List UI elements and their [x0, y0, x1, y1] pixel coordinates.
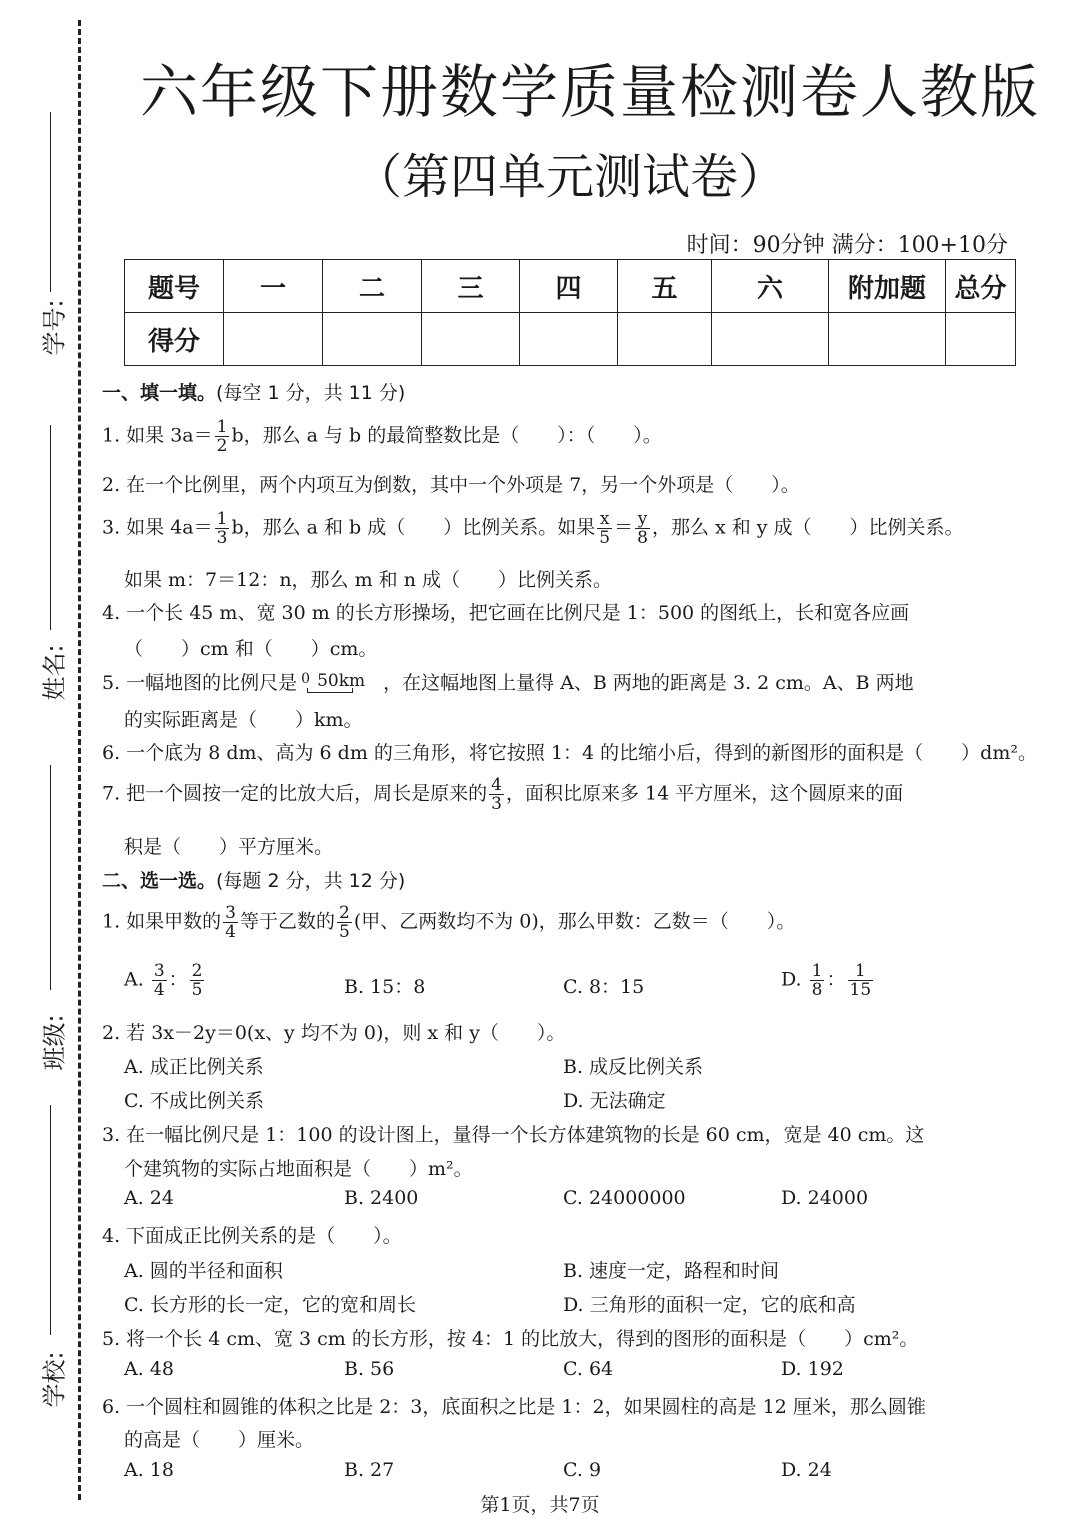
s2-q6-option-a[interactable]: A. 18 [124, 1459, 174, 1481]
s2-q1-option-a[interactable] [124, 962, 206, 999]
score-blank-cell[interactable] [422, 313, 520, 366]
fraction-denominator: 3 [216, 528, 228, 548]
fraction-denominator: 5 [599, 528, 611, 548]
s2-q1-option-d[interactable] [781, 962, 875, 999]
s1-q1-text-a: 1. 如果 3a＝ [102, 424, 213, 447]
s2-q4-option-b[interactable]: B. 速度一定，路程和时间 [563, 1260, 780, 1282]
fraction [848, 962, 874, 999]
s2-q1-text-b: 等于乙数的 [240, 910, 336, 933]
s2-q4-option-a[interactable]: A. 圆的半径和面积 [124, 1260, 283, 1282]
class-blank-line [50, 765, 51, 990]
section2-heading [102, 866, 405, 893]
fraction [635, 510, 650, 547]
s2-question-6: 6. 一个圆柱和圆锥的体积之比是 2：3，底面积之比是 1：2，如果圆柱的高是 12 厘米，那么圆锥 [102, 1396, 926, 1418]
binding-dashed-line [78, 20, 81, 1500]
scale-zero: 0 [301, 671, 311, 687]
time-info: 时间：90分钟 满分：100+10分 [686, 233, 1008, 258]
s2-q5-option-c[interactable]: C. 64 [563, 1358, 614, 1380]
fraction-numerator: 2 [191, 961, 203, 981]
fraction-numerator: x [597, 510, 612, 529]
fraction [215, 510, 230, 547]
s2-question-5: 5. 将一个长 4 cm、宽 3 cm 的长方形，按 4：1 的比放大，得到的图形的面积是（ ）cm²。 [102, 1328, 919, 1350]
fraction-denominator: 5 [339, 922, 350, 942]
class-label: 班级: [40, 1014, 69, 1071]
fraction-denominator: 8 [637, 528, 648, 548]
s2-q2-option-a[interactable]: A. 成正比例关系 [124, 1056, 264, 1078]
fraction-denominator: 4 [153, 980, 165, 1000]
option-label: A. [124, 968, 144, 991]
s1-question-5 [102, 668, 914, 695]
s2-q1-option-b[interactable]: B. 15：8 [344, 976, 426, 998]
section1-heading [102, 378, 405, 405]
section2-title: 二、选一选。 [102, 870, 217, 892]
s1-question-4: 4. 一个长 45 m、宽 30 m 的长方形操场，把它画在比例尺是 1：500 的图纸上，长和宽各应画 [102, 602, 910, 624]
s2-q1-text-a: 1. 如果甲数的 [102, 910, 222, 933]
score-blank-cell[interactable] [618, 313, 712, 366]
s1-q3-text-a: 3. 如果 4a＝ [102, 516, 213, 539]
s2-q6-option-c[interactable]: C. 9 [563, 1459, 602, 1481]
page-subtitle: （第四单元测试卷） [353, 149, 786, 205]
s2-q2-option-b[interactable]: B. 成反比例关系 [563, 1056, 704, 1078]
score-cell: 附加题 [829, 260, 946, 313]
s1-question-7-line2: 积是（ ）平方厘米。 [124, 836, 334, 858]
s1-q7-text-a: 7. 把一个圆按一定的比放大后，周长是原来的 [102, 782, 488, 805]
fraction [337, 904, 352, 941]
s1-question-4-line2: （ ）cm 和（ ）cm。 [124, 638, 378, 660]
school-blank-line [50, 1105, 51, 1335]
fraction-numerator: 3 [225, 903, 236, 923]
s1-q1-text-b: b，那么 a 与 b 的最简整数比是（ ）：（ ）。 [231, 424, 662, 447]
fraction [215, 418, 230, 455]
student-no-label: 学号: [40, 299, 69, 356]
s1-q7-text-b: ，面积比原来多 14 平方厘米，这个圆原来的面 [506, 782, 904, 805]
scale-fifty-km: 50km [317, 671, 366, 691]
score-cell: 五 [618, 260, 712, 313]
s2-q5-option-b[interactable]: B. 56 [344, 1358, 395, 1380]
s2-q4-option-c[interactable]: C. 长方形的长一定，它的宽和周长 [124, 1294, 416, 1316]
score-row-label: 得分 [125, 313, 224, 366]
fraction-denominator: 4 [225, 922, 236, 942]
score-cell: 四 [520, 260, 618, 313]
s1-question-3 [102, 510, 964, 547]
s1-question-6: 6. 一个底为 8 dm、高为 6 dm 的三角形，将它按照 1：4 的比缩小后，得到的新图形的面积是（ ）dm²。 [102, 742, 1037, 764]
s2-q2-option-d[interactable]: D. 无法确定 [563, 1090, 666, 1112]
page-title: 六年级下册数学质量检测卷人教版 [139, 58, 1040, 126]
s2-question-2: 2. 若 3x－2y＝0(x、y 均不为 0)，则 x 和 y（ ）。 [102, 1022, 566, 1044]
school-label: 学校: [40, 1351, 69, 1408]
s2-question-3-line2: 个建筑物的实际占地面积是（ ）m²。 [124, 1158, 473, 1180]
fraction-denominator: 15 [849, 980, 872, 1000]
score-blank-cell[interactable] [323, 313, 422, 366]
score-table [124, 259, 1016, 366]
fraction-numerator: 4 [491, 775, 502, 795]
ratio-sign: ： [168, 968, 188, 991]
score-cell: 一 [224, 260, 323, 313]
s2-q3-option-c[interactable]: C. 24000000 [563, 1187, 686, 1209]
s2-q3-option-a[interactable]: A. 24 [124, 1187, 174, 1209]
name-blank-line [50, 425, 51, 630]
s1-q3-text-c: ，那么 x 和 y 成（ ）比例关系。 [651, 516, 964, 539]
s1-question-3-line2: 如果 m：7＝12：n，那么 m 和 n 成（ ）比例关系。 [124, 569, 612, 591]
student-no-blank-line [50, 112, 51, 292]
fraction-denominator: 3 [491, 794, 502, 814]
score-blank-cell[interactable] [520, 313, 618, 366]
score-cell: 题号 [125, 260, 224, 313]
s2-q4-option-d[interactable]: D. 三角形的面积一定，它的底和高 [563, 1294, 856, 1316]
score-cell: 六 [712, 260, 829, 313]
fraction-numerator: 3 [153, 961, 165, 981]
score-table-header-row [125, 260, 1016, 313]
s1-question-5-line2: 的实际距离是（ ）km。 [124, 709, 363, 731]
s2-q6-option-d[interactable]: D. 24 [781, 1459, 832, 1481]
fraction-numerator: y [635, 510, 650, 529]
equals-sign: ＝ [614, 516, 634, 539]
score-table-score-row [125, 313, 1016, 366]
score-blank-cell[interactable] [829, 313, 946, 366]
s2-q5-option-d[interactable]: D. 192 [781, 1358, 844, 1380]
s2-question-1 [102, 904, 795, 941]
section1-title: 一、填一填。 [102, 382, 217, 404]
option-label: D. [781, 968, 802, 991]
score-cell: 二 [323, 260, 422, 313]
s2-question-3: 3. 在一幅比例尺是 1：100 的设计图上，量得一个长方体建筑物的长是 60 cm，宽是 40 cm。这 [102, 1124, 925, 1146]
name-label: 姓名: [40, 644, 69, 701]
fraction [489, 776, 504, 813]
fraction [190, 962, 205, 999]
s1-q5-text-b: ，在这幅地图上量得 A、B 两地的距离是 3. 2 cm。A、B 两地 [383, 672, 914, 694]
fraction [152, 962, 167, 999]
s1-q5-text-a: 5. 一幅地图的比例尺是 [102, 672, 298, 694]
fraction-numerator: 2 [339, 903, 350, 923]
s2-q2-option-c[interactable]: C. 不成比例关系 [124, 1090, 264, 1112]
score-blank-cell[interactable] [712, 313, 829, 366]
fraction [810, 962, 825, 999]
s2-question-4: 4. 下面成正比例关系的是（ ）。 [102, 1225, 402, 1247]
fraction-numerator: 1 [848, 962, 874, 981]
score-cell: 三 [422, 260, 520, 313]
s2-question-6-line2: 的高是（ ）厘米。 [124, 1429, 315, 1451]
section2-note: (每题 2 分，共 12 分) [216, 870, 406, 892]
fraction-denominator: 2 [216, 436, 228, 456]
fraction-denominator: 5 [191, 980, 203, 1000]
fraction-numerator: 1 [216, 417, 228, 437]
fraction-denominator: 8 [811, 980, 823, 1000]
s2-q1-option-c[interactable]: C. 8：15 [563, 976, 645, 998]
s2-q6-option-b[interactable]: B. 27 [344, 1459, 395, 1481]
s1-q3-text-b: b，那么 a 和 b 成（ ）比例关系。如果 [231, 516, 596, 539]
section1-note: (每空 1 分，共 11 分) [216, 382, 406, 404]
score-cell: 总分 [946, 260, 1016, 313]
score-blank-cell[interactable] [224, 313, 323, 366]
fraction [223, 904, 238, 941]
fraction [597, 510, 612, 547]
s2-q3-option-b[interactable]: B. 2400 [344, 1187, 419, 1209]
page-footer: 第1页，共7页 [480, 1494, 600, 1516]
s1-question-2: 2. 在一个比例里，两个内项互为倒数，其中一个外项是 7，另一个外项是（ ）。 [102, 474, 800, 496]
s2-q1-text-c: (甲、乙两数均不为 0)，那么甲数：乙数＝（ ）。 [353, 910, 796, 933]
scale-bar [301, 671, 366, 695]
s1-question-1 [102, 418, 662, 455]
s2-q5-option-a[interactable]: A. 48 [124, 1358, 174, 1380]
fraction-numerator: 1 [216, 509, 228, 529]
score-blank-cell[interactable] [946, 313, 1016, 366]
s2-q3-option-d[interactable]: D. 24000 [781, 1187, 869, 1209]
s1-question-7 [102, 776, 903, 813]
ratio-sign: ： [826, 968, 846, 991]
fraction-numerator: 1 [811, 961, 823, 981]
